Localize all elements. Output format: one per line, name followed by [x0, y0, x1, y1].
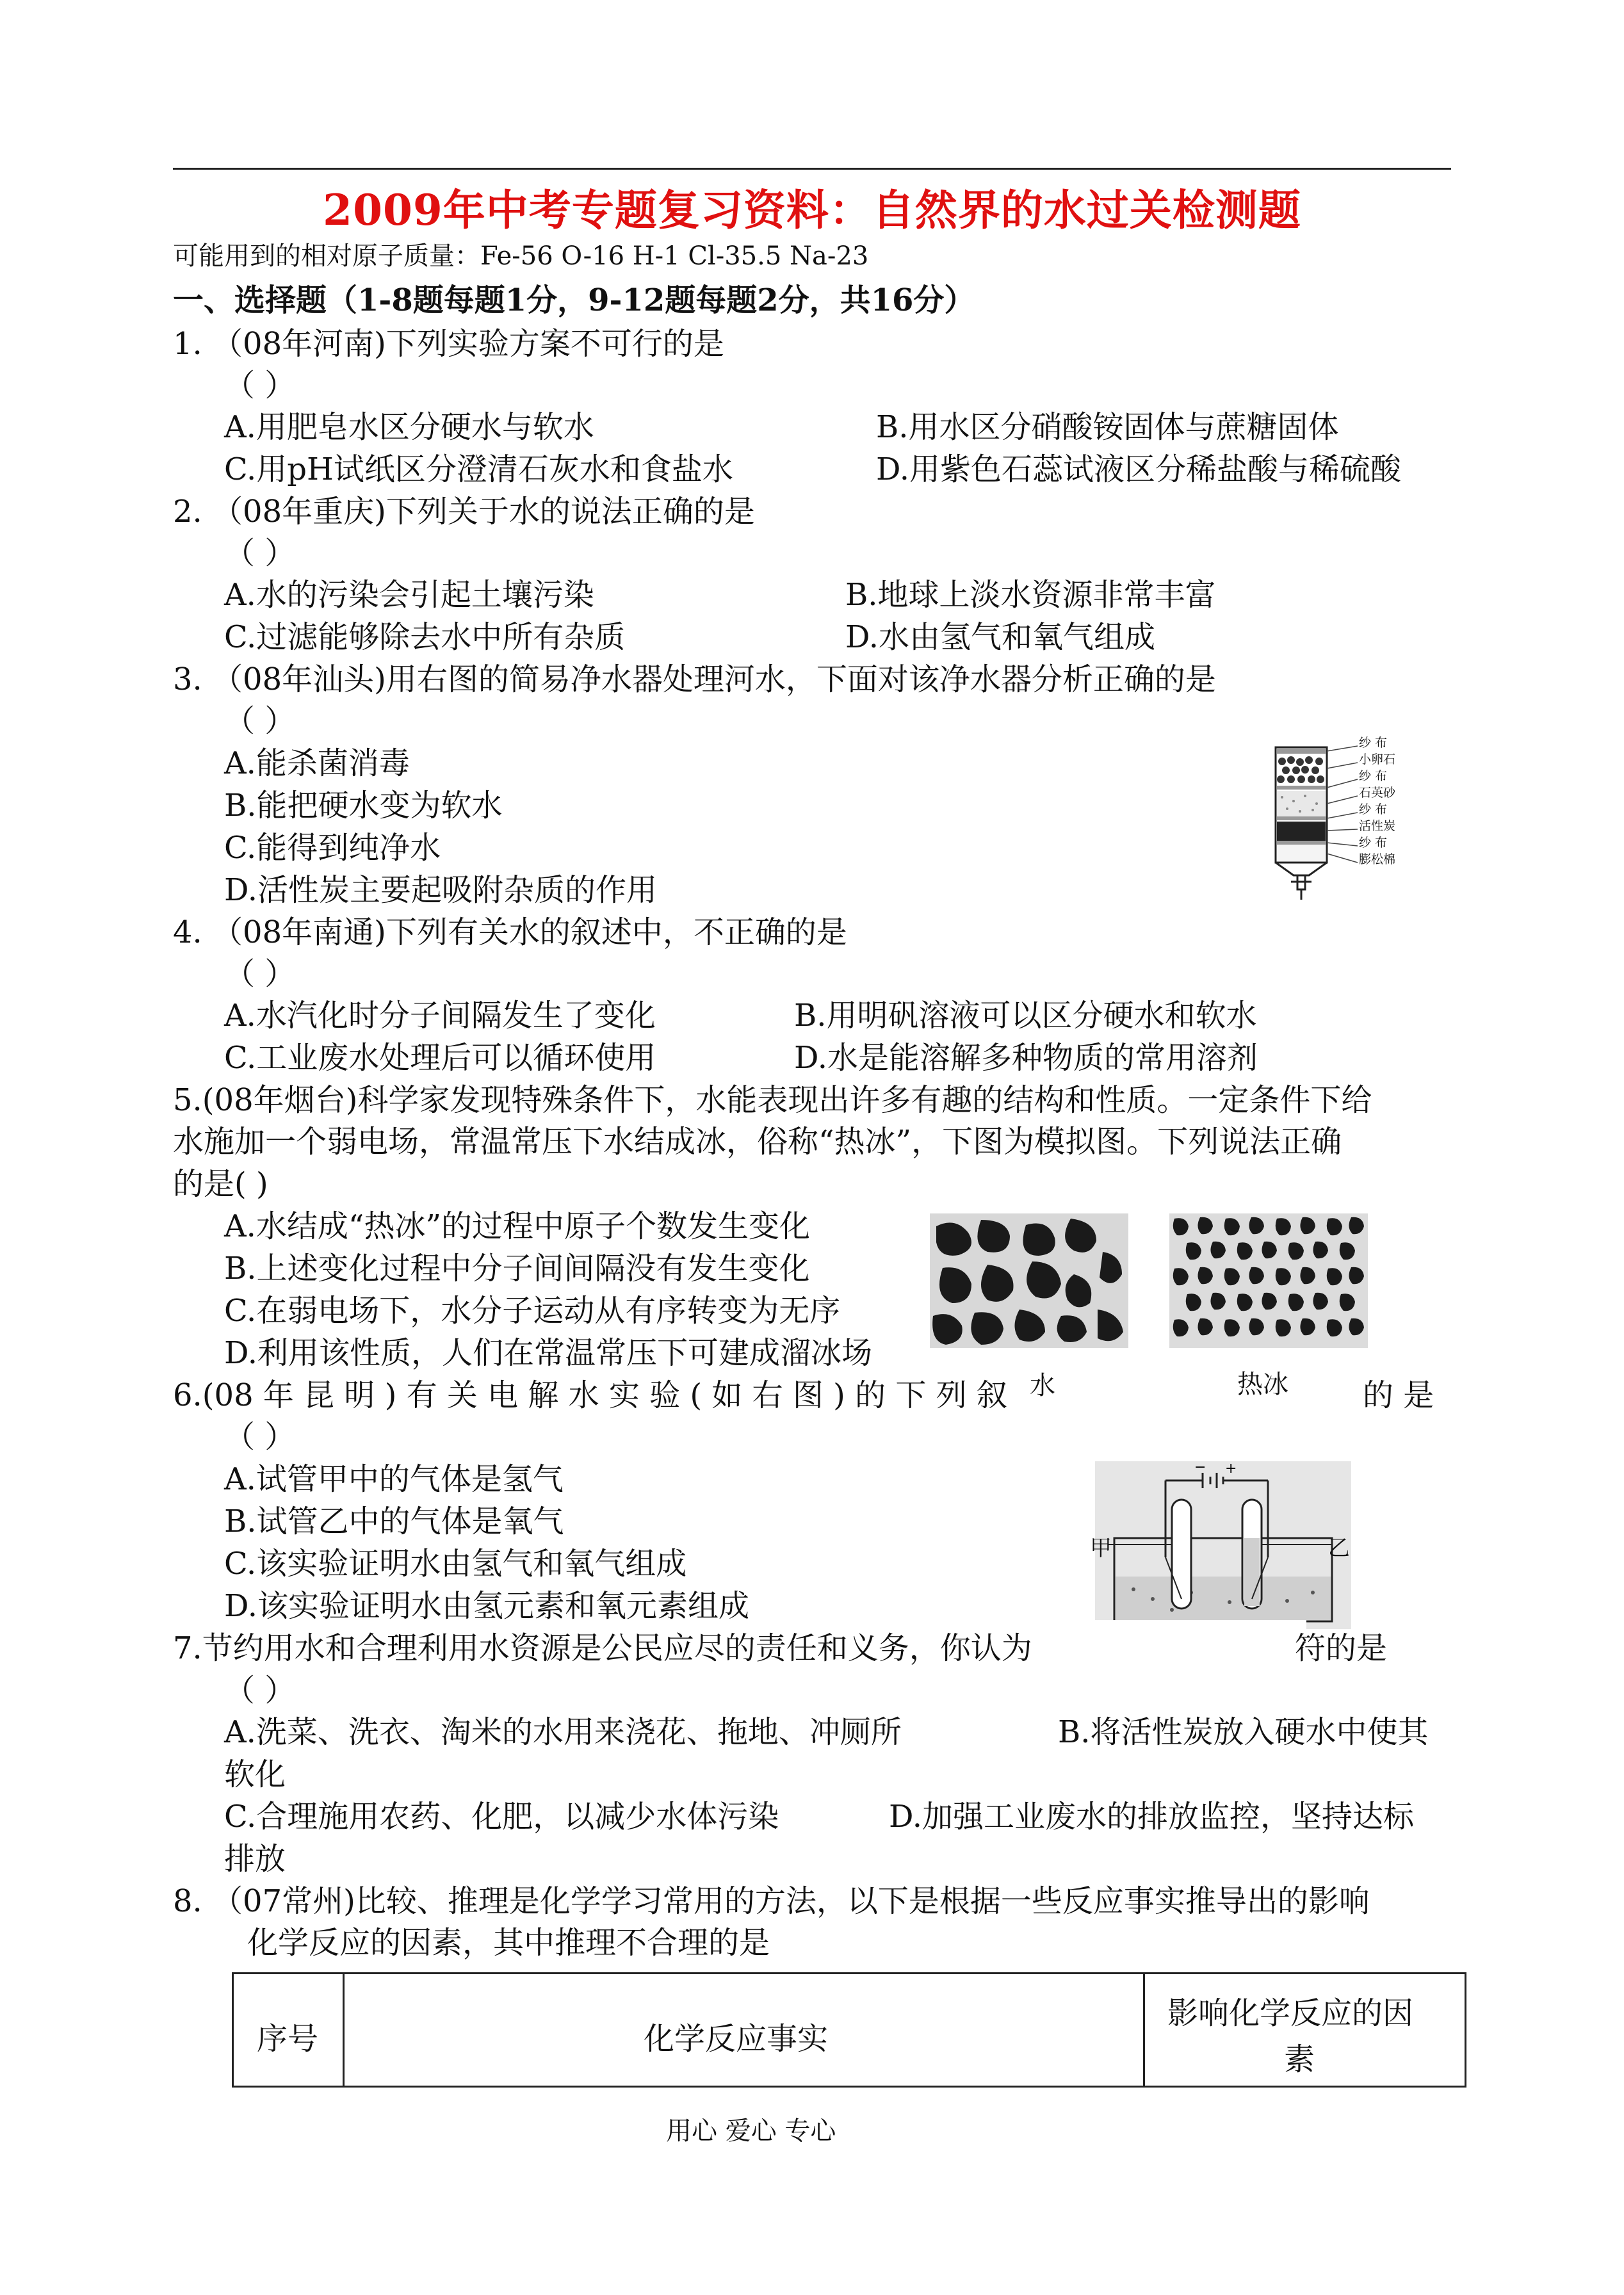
question-7-stem: 7.节约用水和合理利用水资源是公民应尽的责任和义务，你认为	[173, 1630, 1032, 1666]
question-2-option-c: C.过滤能够除去水中所有杂质	[224, 619, 626, 655]
question-6-option-a: A.试管甲中的气体是氢气	[224, 1461, 564, 1497]
question-6-paren: （ ）	[224, 1419, 296, 1455]
tube-label-jia: 甲	[1090, 1536, 1112, 1561]
purifier-layer-labels: 纱 布 小卵石 纱 布 石英砂 纱 布 活性炭 纱 布 膨松棉	[1359, 736, 1396, 866]
page-title: 2009年中考专题复习资料：自然界的水过关检测题	[323, 185, 1301, 235]
question-5-line-2: 水施加一个弱电场，常温常压下水结成冰，俗称“热冰”，下图为模拟图。下列说法正确	[173, 1124, 1342, 1160]
question-3-option-a: A.能杀菌消毒	[224, 745, 410, 781]
question-4-stem: 4. （08年南通)下列有关水的叙述中，不正确的是	[173, 914, 847, 950]
question-5-option-b: B.上述变化过程中分子间间隔没有发生变化	[224, 1251, 810, 1286]
question-4-option-b: B.用明矾溶液可以区分硬水和软水	[794, 998, 1257, 1034]
reaction-factors-table	[232, 1972, 1466, 2088]
question-7-option-c: C.合理施用农药、化肥，以减少水体污染	[224, 1799, 779, 1835]
question-4-option-d: D.水是能溶解多种物质的常用溶剂	[794, 1040, 1258, 1076]
question-2-stem: 2. （08年重庆)下列关于水的说法正确的是	[173, 494, 755, 530]
question-1-option-a: A.用肥皂水区分硬水与软水	[224, 409, 594, 445]
question-6-option-d: D.该实验证明水由氢元素和氧元素组成	[224, 1588, 750, 1624]
question-5-option-a: A.水结成“热冰”的过程中原子个数发生变化	[224, 1208, 811, 1244]
question-6-option-b: B.试管乙中的气体是氧气	[224, 1504, 564, 1539]
top-rule	[173, 168, 1451, 170]
question-2-paren: （ ）	[224, 535, 296, 571]
question-7-option-d-cont: 排放	[224, 1841, 286, 1877]
figure-label-water: 水	[1030, 1371, 1055, 1400]
question-8-line-2: 化学反应的因素，其中推理不合理的是	[247, 1925, 770, 1961]
table-header-fact: 化学反应事实	[644, 2021, 829, 2057]
question-8-line-1: 8. （07常州)比较、推理是化学学习常用的方法，以下是根据一些反应事实推导出的影响	[173, 1883, 1370, 1919]
question-7-option-a: A.洗菜、洗衣、淘米的水用来浇花、拖地、冲厕所	[224, 1714, 902, 1750]
question-7-stem-end: 符的是	[1295, 1630, 1388, 1666]
table-header-factor: 影响化学反应的因	[1167, 1995, 1414, 2031]
water-structure-figure	[930, 1213, 1128, 1348]
question-5-option-c: C.在弱电场下，水分子运动从有序转变为无序	[224, 1293, 841, 1329]
question-3-option-c: C.能得到纯净水	[224, 830, 441, 866]
tube-label-yi: 乙	[1328, 1536, 1350, 1561]
question-6-option-c: C.该实验证明水由氢气和氧气组成	[224, 1546, 687, 1582]
question-4-option-a: A.水汽化时分子间隔发生了变化	[224, 998, 656, 1034]
question-3-stem: 3. （08年汕头)用右图的简易净水器处理河水，下面对该净水器分析正确的是	[173, 661, 1216, 697]
question-4-paren: （ ）	[224, 956, 296, 992]
question-3-option-b: B.能把硬水变为软水	[224, 788, 503, 823]
question-5-line-1: 5.(08年烟台)科学家发现特殊条件下，水能表现出许多有趣的结构和性质。一定条件下给	[173, 1082, 1372, 1118]
question-7-option-b-cont: 软化	[224, 1756, 286, 1792]
question-1-option-b: B.用水区分硝酸铵固体与蔗糖固体	[876, 409, 1339, 445]
hot-ice-structure-figure	[1169, 1213, 1368, 1348]
figure-label-hot-ice: 热冰	[1237, 1370, 1288, 1399]
question-1-paren: （ ）	[224, 368, 296, 403]
question-5-line-3: 的是( )	[173, 1166, 268, 1202]
svg-text:+: +	[1225, 1461, 1237, 1477]
table-header-factor-cont: 素	[1284, 2041, 1315, 2077]
question-7-option-b: B.将活性炭放入硬水中使其	[1058, 1714, 1429, 1750]
question-1-stem: 1. （08年河南)下列实验方案不可行的是	[173, 326, 724, 362]
table-header-number: 序号	[257, 2021, 319, 2057]
water-purifier-figure	[1268, 736, 1428, 906]
question-2-option-d: D.水由氢气和氧气组成	[845, 619, 1156, 655]
question-3-paren: （ ）	[224, 703, 296, 739]
question-1-option-d: D.用紫色石蕊试液区分稀盐酸与稀硫酸	[876, 451, 1402, 487]
question-6-stem-end: 的 是	[1363, 1377, 1434, 1413]
question-2-option-b: B.地球上淡水资源非常丰富	[845, 577, 1216, 613]
question-7-option-d: D.加强工业废水的排放监控，坚持达标	[889, 1799, 1415, 1835]
atomic-masses: 可能用到的相对原子质量：Fe-56 O-16 H-1 Cl-35.5 Na-23	[173, 241, 869, 271]
question-2-option-a: A.水的污染会引起土壤污染	[224, 577, 594, 613]
question-7-paren: （ ）	[224, 1673, 296, 1708]
page-footer: 用心 爱心 专心	[666, 2116, 836, 2146]
question-4-option-c: C.工业废水处理后可以循环使用	[224, 1040, 656, 1076]
question-3-option-d: D.活性炭主要起吸附杂质的作用	[224, 872, 658, 908]
section-heading: 一、选择题（1-8题每题1分，9-12题每题2分，共16分）	[173, 282, 975, 318]
question-1-option-c: C.用pH试纸区分澄清石灰水和食盐水	[224, 451, 733, 487]
question-5-option-d: D.利用该性质，人们在常温常压下可建成溜冰场	[224, 1335, 873, 1371]
question-6-stem: 6.(08 年 昆 明 ) 有 关 电 解 水 实 验 ( 如 右 图 ) 的 下 列 叙	[173, 1377, 1007, 1413]
svg-text:−: −	[1194, 1461, 1206, 1475]
stem-occlusion	[1089, 1620, 1306, 1665]
electrolysis-figure	[1090, 1461, 1351, 1629]
